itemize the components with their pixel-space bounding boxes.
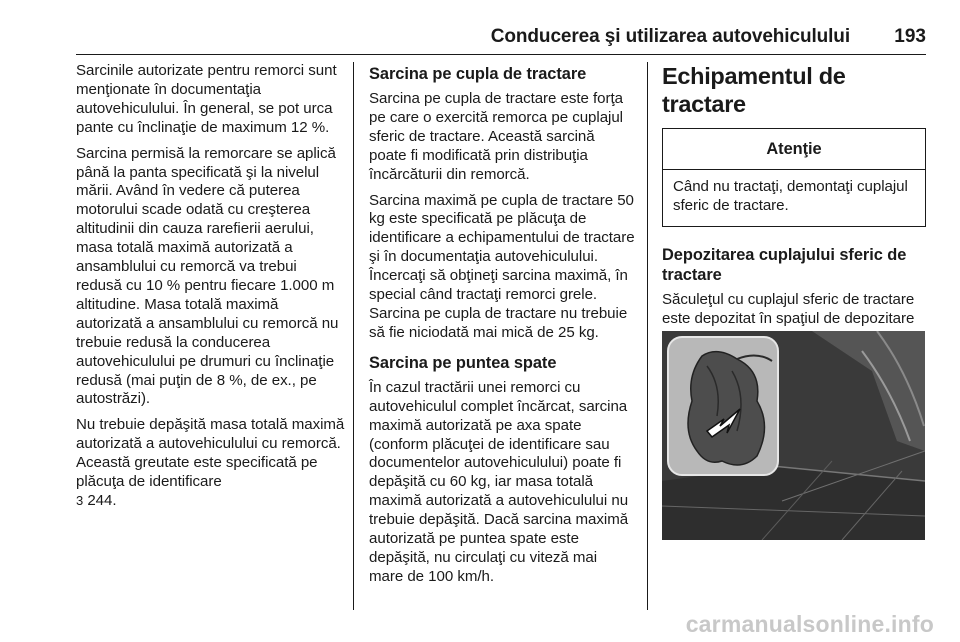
- warning-box: [662, 128, 926, 227]
- column-divider: [647, 62, 648, 610]
- trunk-illustration-svg: [662, 331, 925, 540]
- paragraph: Sarcina maximă pe cupla de tractare 50 kg este specificată pe plăcuţa de identificare a echipamentului de tractare şi în documentaţia autovehiculului. Încercaţi să obţineţi sarcina maximă, în special când tractaţi remorci grele. Sarcina pe cupla de tractare nu trebuie să fie niciodată mai mică de 25 kg.: [369, 191, 635, 341]
- column-1: [76, 62, 346, 518]
- watermark: carmanualsonline.info: [685, 611, 934, 637]
- paragraph: Săculeţul cu cuplajul sferic de tractare este depozitat în spaţiul de depozitare: [662, 290, 915, 327]
- paragraph: Sarcinile autorizate pentru remorci sunt menţionate în documentaţia autovehiculului. În general, se pot urca pante cu înclinaţie de maximum 12 %.: [76, 62, 337, 136]
- column-2: [369, 62, 635, 594]
- warning-title: Atenţie: [663, 129, 925, 170]
- column-divider: [353, 62, 354, 610]
- paragraph-text: Nu trebuie depăşită masa totală maximă autorizată a autovehiculului cu remorcă. Această greutate este specificată pe plăcuţa de identificare: [76, 416, 345, 491]
- paragraph: Sarcina pe cupla de tractare este forţa pe care o exercită remorca pe cuplajul sferic de tractare. Această sarcină poate fi modificată prin distribuţia încărcăturii din remorcă.: [369, 90, 623, 183]
- section-heading: Depozitarea cuplajului sferic de tractare: [662, 245, 907, 284]
- column-3: [662, 62, 926, 355]
- warning-text: Când nu tractaţi, demontaţi cuplajul sferic de tractare.: [673, 178, 908, 214]
- page-reference-link[interactable]: 244.: [83, 491, 117, 509]
- paragraph: În cazul tractării unei remorci cu autovehiculul complet încărcat, sarcina maximă autorizată pe axa spate (conform plăcuţei de identificare sau documentelor autovehiculului) poate fi depăşită cu 60 kg, iar masa totală maximă autorizată a autovehiculului nu trebuie depăşită. Dacă sarcina maximă autorizată pe puntea spate este depăşită, nu circulaţi cu viteză mai mare de 100 km/h.: [369, 378, 629, 585]
- paragraph: Sarcina permisă la remorcare se aplică până la panta specificată şi la nivelul mării. Având în vedere că puterea motorului scade odată cu creşterea altitudinii din cauza rarefierii aerului, masa totală maximă autorizată a ansamblului cu remorcă va trebui redusă cu 10 % pentru fiecare 1.000 m altitudine. Masa totală maximă autorizată a ansamblului cu remorcă nu trebuie redusă la conducerea autovehiculului pe drumuri cu înclinaţie redusă (mai puţin de 8 %, de ex., pe autostrăzi).: [76, 144, 339, 408]
- section-heading: Sarcina pe puntea spate: [369, 353, 557, 372]
- section-heading: Sarcina pe cupla de tractare: [369, 65, 587, 83]
- page-number: 193: [894, 26, 926, 47]
- trunk-storage-illustration: [662, 331, 925, 540]
- main-heading: Echipamentul de tractare: [662, 63, 846, 117]
- page-header: [76, 24, 926, 55]
- chapter-title: Conducerea şi utilizarea autovehiculului: [490, 26, 850, 47]
- paragraph: [76, 416, 346, 511]
- page-reference-icon: 3: [76, 492, 84, 508]
